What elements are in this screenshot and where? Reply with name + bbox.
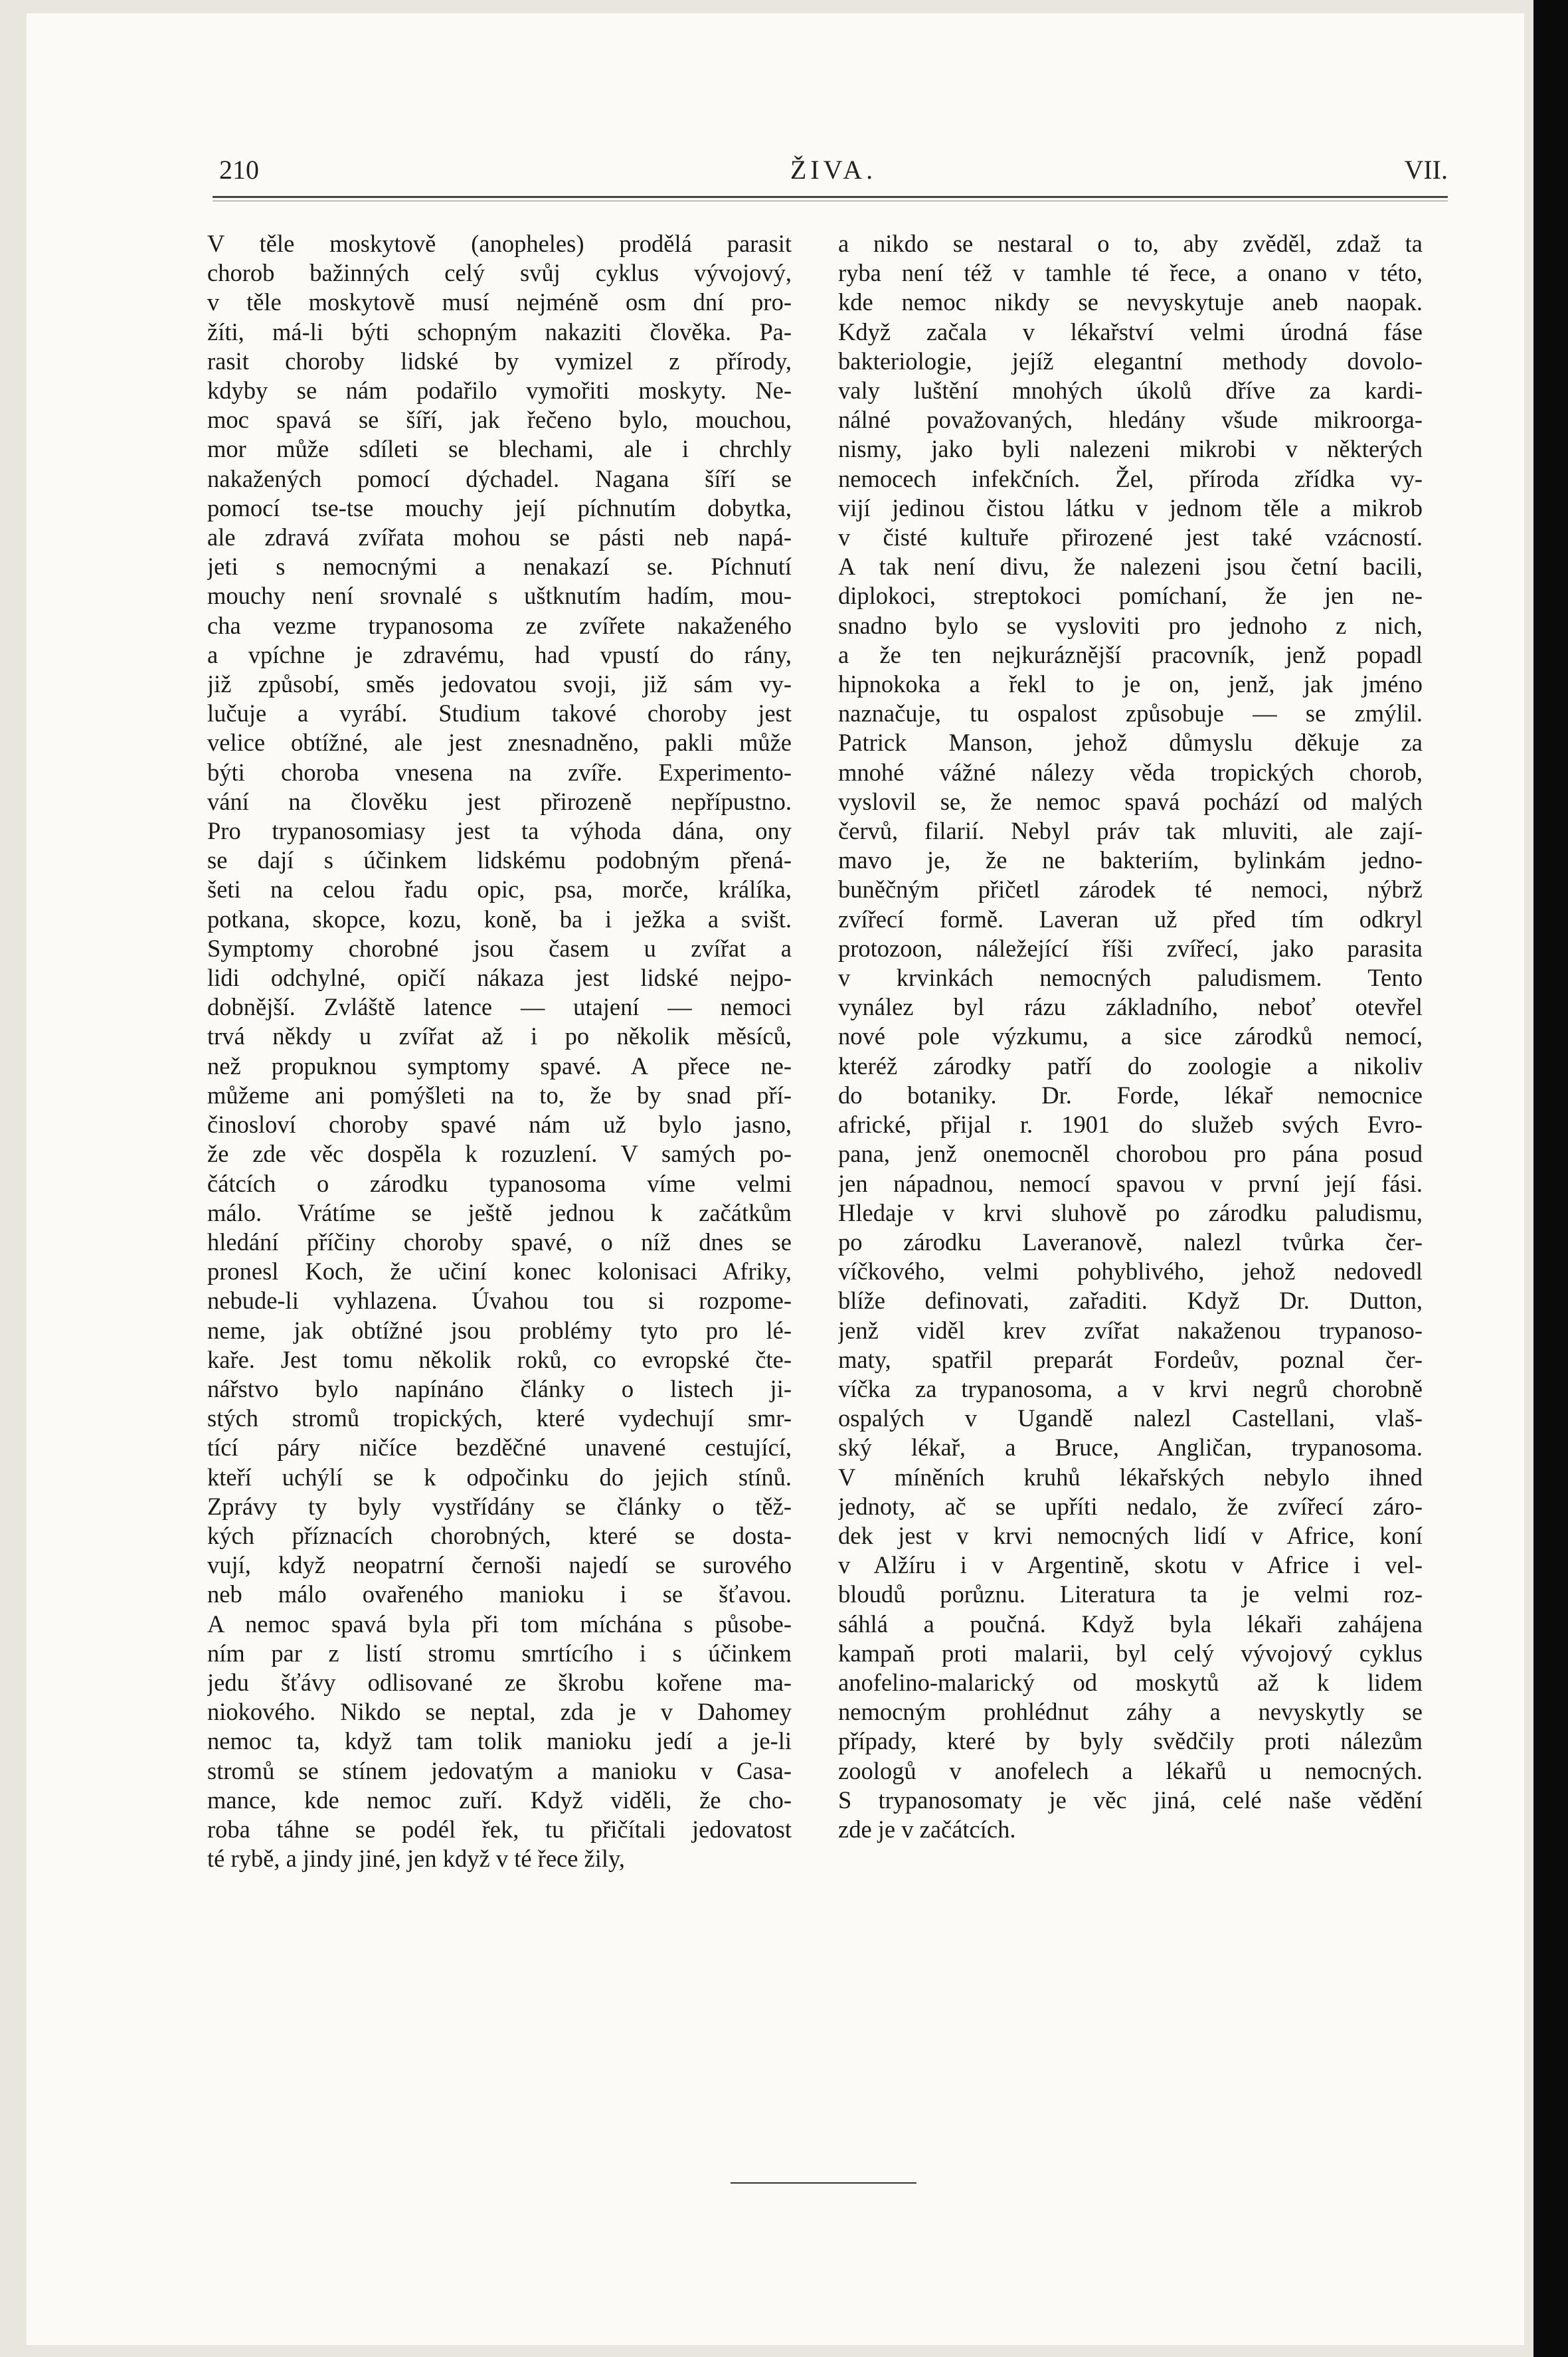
text-line: po zárodku Laveranově, nalezl tvůrka čer- — [838, 1228, 1423, 1256]
text-line: červů, filarií. Nebyl práv tak mluviti, ale zají- — [838, 817, 1423, 845]
text-line: Symptomy chorobné jsou časem u zvířat a — [207, 934, 792, 962]
text-line: dobnější. Zvláště latence — utajení — nemoci — [207, 993, 792, 1021]
text-line: velice obtížné, ale jest znesnadněno, pakli může — [207, 729, 792, 757]
page-number: 210 — [219, 155, 259, 185]
text-line: můžeme ani pomýšleti na to, že by snad pří- — [207, 1081, 792, 1109]
text-line: V míněních kruhů lékařských nebylo ihned — [838, 1463, 1423, 1491]
text-line: jedu šťávy odlisované ze škrobu kořene ma- — [207, 1668, 792, 1696]
text-line: A tak není divu, že nalezeni jsou četní bacili, — [838, 553, 1423, 581]
text-line: trvá někdy u zvířat až i po několik měsíců, — [207, 1022, 792, 1050]
text-line: pronesl Koch, že učiní konec kolonisaci Afriky, — [207, 1258, 792, 1285]
header-rule — [213, 196, 1448, 198]
text-line: než propuknou symptomy spavé. A přece ne- — [207, 1052, 792, 1080]
text-line: v čisté kultuře přirozené jest také vzácností. — [838, 523, 1423, 551]
text-line: a vpíchne je zdravému, had vpustí do rány, — [207, 640, 792, 668]
text-line: ním par z listí stromu smrtícího i s účinkem — [207, 1639, 792, 1667]
text-line: nemoc ta, když tam tolik manioku jedí a je-li — [207, 1727, 792, 1755]
text-line: tící páry ničíce bezděčné unavené cestující, — [207, 1434, 792, 1461]
text-line: cha vezme trypanosoma ze zvířete nakaženého — [207, 611, 792, 639]
text-line: nové pole výzkumu, a sice zárodků nemocí, — [838, 1022, 1423, 1050]
text-line: pomocí tse-tse mouchy její píchnutím dobytka, — [207, 494, 792, 521]
text-line: neme, jak obtížné jsou problémy tyto pro lé- — [207, 1316, 792, 1344]
text-line: niokového. Nikdo se neptal, zda je v Dahomey — [207, 1698, 792, 1726]
text-line: mnohé vážné nálezy věda tropických chorob, — [838, 758, 1423, 786]
text-line: býti choroba vnesena na zvíře. Experimento- — [207, 758, 792, 786]
left-column — [207, 229, 792, 1873]
text-line: nismy, jako byli nalezeni mikrobi v některých — [838, 435, 1423, 463]
text-line: stromů se stínem jedovatým a manioku v Casa- — [207, 1756, 792, 1784]
text-line: valy luštění mnohých úkolů dříve za kardi- — [838, 377, 1423, 405]
text-line: potkana, skopce, kozu, koně, ba i ježka a svišt. — [207, 905, 792, 933]
text-line: jeti s nemocnými a nenakazí se. Píchnutí — [207, 553, 792, 581]
text-line: hledání příčiny choroby spavé, o níž dnes se — [207, 1228, 792, 1256]
text-line: lidi odchylné, opičí nákaza jest lidské nejpo- — [207, 964, 792, 992]
text-line: hipnokoka a řekl to je on, jenž, jak jméno — [838, 670, 1423, 698]
text-line: a nikdo se nestaral o to, aby zvěděl, zdaž ta — [838, 230, 1423, 257]
text-line: mouchy není srovnalé s uštknutím hadím, mou- — [207, 582, 792, 610]
text-line: kých příznacích chorobných, které se dosta- — [207, 1521, 792, 1549]
scan-edge-shadow — [1533, 0, 1568, 2357]
journal-title: ŽIVA. — [790, 155, 877, 185]
text-line: naznačuje, tu ospalost způsobuje — se zmýlil. — [838, 700, 1423, 727]
text-line: ský lékař, a Bruce, Angličan, trypanosoma. — [838, 1434, 1423, 1461]
text-line: víčka za trypanosoma, a v krvi negrů chorobně — [838, 1374, 1423, 1402]
text-line: kde nemoc nikdy se nevyskytuje aneb naopak. — [838, 288, 1423, 316]
text-line: čátcích o zárodku typanosoma víme velmi — [207, 1169, 792, 1197]
text-line: blíže definovati, zařaditi. Když Dr. Dutton, — [838, 1287, 1423, 1315]
text-line: kteří uchýlí se k odpočinku do jejich stínů. — [207, 1463, 792, 1491]
text-line: anofelino-malarický od moskytů až k lidem — [838, 1668, 1423, 1696]
text-line: se dají s účinkem lidskému podobným přená- — [207, 846, 792, 874]
text-line: kampaň proti malarii, byl celý vývojový cyklus — [838, 1639, 1423, 1667]
text-line: a že ten nejkuráznější pracovník, jenž popadl — [838, 640, 1423, 668]
text-line: nebude-li vyhlazena. Úvahou tou si rozpome- — [207, 1287, 792, 1315]
text-line: kteréž zárodky patří do zoologie a nikoliv — [838, 1052, 1423, 1080]
text-line: zde je v začátcích. — [838, 1815, 1016, 1843]
text-line: chorob bažinných celý svůj cyklus vývojový, — [207, 259, 792, 287]
text-line: sáhlá a poučná. Když byla lékaři zahájena — [838, 1610, 1423, 1638]
text-line: protozoon, náležející říši zvířecí, jako parasita — [838, 934, 1423, 962]
text-line: té rybě, a jindy jiné, jen když v té řece žily, — [207, 1845, 626, 1873]
text-line: ale zdravá zvířata mohou se pásti neb napá- — [207, 523, 792, 551]
text-line: Pro trypanosomiasy jest ta výhoda dána, ony — [207, 817, 792, 845]
text-line: mavo je, že ne bakteriím, bylinkám jedno- — [838, 846, 1423, 874]
text-line: kaře. Jest tomu několik roků, co evropské čte- — [207, 1345, 792, 1373]
text-line: šeti na celou řadu opic, psa, morče, králíka, — [207, 876, 792, 903]
text-line: nářstvo bylo napínáno články o listech ji- — [207, 1374, 792, 1402]
text-line: S trypanosomaty je věc jiná, celé naše vědění — [838, 1786, 1423, 1814]
text-line: bloudů porůznu. Literatura ta je velmi roz- — [838, 1580, 1423, 1608]
volume-number: VII. — [1404, 155, 1448, 185]
text-line: již způsobí, směs jedovatou svoji, již sám vy- — [207, 670, 792, 698]
text-line: Patrick Manson, jehož důmyslu děkuje za — [838, 729, 1423, 757]
text-line: V těle moskytově (anopheles) prodělá parasit — [207, 230, 792, 257]
text-line: nálné považovaných, hledány všude mikroorga- — [838, 406, 1423, 434]
text-line: diplokoci, streptokoci pomíchaní, že jen ne- — [838, 582, 1423, 610]
text-line: Když začala v lékařství velmi úrodná fáse — [838, 318, 1423, 345]
text-line: nemocným prohlédnut záhy a nevyskytly se — [838, 1698, 1423, 1726]
text-line: vání na člověku jest přirozeně nepřípustno. — [207, 787, 792, 815]
text-line: jenž viděl krev zvířat nakaženou trypanoso- — [838, 1316, 1423, 1344]
text-line: zoologů v anofelech a lékařů u nemocných. — [838, 1756, 1423, 1784]
text-line: bakteriologie, jejíž elegantní methody dovolo- — [838, 347, 1423, 375]
text-line: Zprávy ty byly vystřídány se články o těž- — [207, 1492, 792, 1520]
text-line: vují, když neopatrní černoši najedí se surového — [207, 1551, 792, 1579]
text-line: A nemoc spavá byla při tom míchána s působe- — [207, 1610, 792, 1638]
text-line: stých stromů tropických, které vydechují smr- — [207, 1404, 792, 1432]
text-line: maty, spatřil preparát Fordeův, poznal čer- — [838, 1345, 1423, 1373]
text-line: rasit choroby lidské by vymizel z přírody, — [207, 347, 792, 375]
text-line: mance, kde nemoc zuří. Když viděli, že cho- — [207, 1786, 792, 1814]
text-line: že zde věc dospěla k rozuzlení. V samých po- — [207, 1140, 792, 1168]
text-line: do botaniky. Dr. Forde, lékař nemocnice — [838, 1081, 1423, 1109]
text-line: v těle moskytově musí nejméně osm dní pro- — [207, 288, 792, 316]
right-column — [838, 229, 1423, 1844]
text-line: vijí jedinou čistou látku v jednom těle a mikrob — [838, 494, 1423, 521]
text-line: jednoty, ač se upříti nedalo, že zvířecí záro- — [838, 1492, 1423, 1520]
text-line: zvířecí formě. Laveran už před tím odkryl — [838, 905, 1423, 933]
text-line: roba táhne se podél řek, tu přičítali jedovatost — [207, 1815, 792, 1843]
text-line: Hledaje v krvi sluhově po zárodku paludismu, — [838, 1198, 1423, 1226]
text-line: žíti, má-li býti schopným nakaziti člověka. Pa- — [207, 318, 792, 345]
text-line: moc spavá se šíří, jak řečeno bylo, mouchou, — [207, 406, 792, 434]
text-line: jen nápadnou, nemocí spavou v první její fási. — [838, 1169, 1423, 1197]
text-line: neb málo ovařeného manioku i se šťavou. — [207, 1580, 792, 1608]
end-rule — [731, 2182, 916, 2184]
text-line: vyslovil se, že nemoc spavá pochází od malých — [838, 787, 1423, 815]
text-line: v krvinkách nemocných paludismem. Tento — [838, 964, 1423, 992]
text-line: lučuje a vyrábí. Studium takové choroby jest — [207, 700, 792, 727]
running-header — [219, 154, 1448, 194]
text-line: vynález byl rázu základního, neboť otevřel — [838, 993, 1423, 1021]
text-line: případy, které by byly svědčily proti nálezům — [838, 1727, 1423, 1755]
text-line: nemocech infekčních. Žel, příroda zřídka vy- — [838, 464, 1423, 492]
text-line: mor může sdíleti se blechami, ale i chrchly — [207, 435, 792, 463]
text-line: víčkového, velmi pohyblivého, jehož nedovedl — [838, 1258, 1423, 1285]
text-line: snadno bylo se vysloviti pro jednoho z nich, — [838, 611, 1423, 639]
text-line: buněčným přičetl zárodek té nemoci, nýbrž — [838, 876, 1423, 903]
text-line: dek jest v krvi nemocných lidí v Africe, koní — [838, 1521, 1423, 1549]
text-line: ospalých v Ugandě nalezl Castellani, vlaš- — [838, 1404, 1423, 1432]
text-line: málo. Vrátíme se ještě jednou k začátkům — [207, 1198, 792, 1226]
text-line: pana, jenž onemocněl chorobou pro pána posud — [838, 1140, 1423, 1168]
text-line: činosloví choroby spavé nám už bylo jasno, — [207, 1111, 792, 1139]
text-line: kdyby se nám podařilo vymořiti moskyty. Ne- — [207, 377, 792, 405]
text-line: africké, přijal r. 1901 do služeb svých Evro- — [838, 1111, 1423, 1139]
text-line: ryba není též v tamhle té řece, a onano v této, — [838, 259, 1423, 287]
text-line: nakažených pomocí dýchadel. Nagana šíří se — [207, 464, 792, 492]
text-line: v Alžíru i v Argentině, skotu v Africe i vel- — [838, 1551, 1423, 1579]
